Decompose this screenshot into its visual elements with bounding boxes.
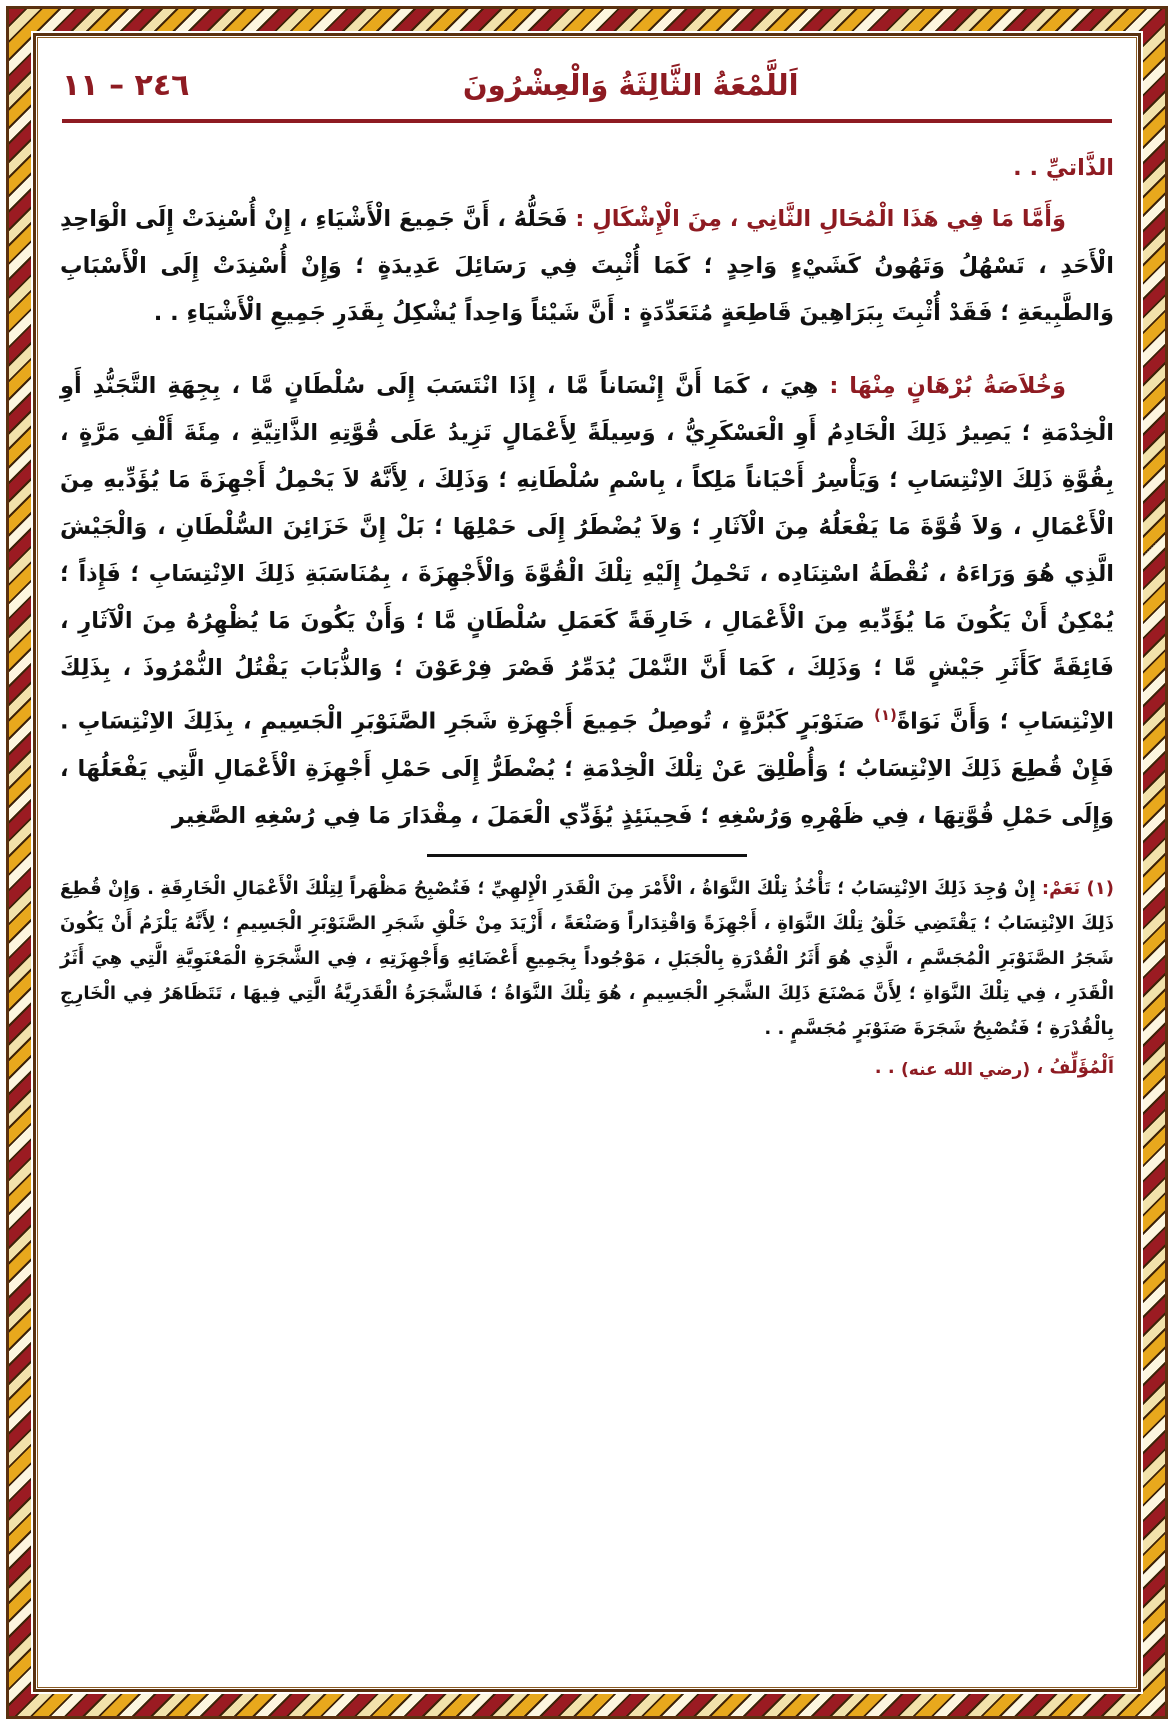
footnote-lead-word: نَعَمْ: <box>1041 877 1081 899</box>
footnote-reference-marker[interactable]: (١) <box>874 706 897 724</box>
paragraph-2-text-b: صَنَوْبَرٍ كَبُرَّةٍ ، تُوصِلُ جَمِيعَ أَجْهِزَةِ شَجَرِ الصَّنَوْبَرِ الْجَسِيمِ ، بِذَلِكَ الاِنْتِسَابِ . فَإِنْ قُطِعَ ذَلِكَ الاِنْتِسَابُ ؛ وَأُطْلِقَ عَنْ تِلْكَ الْخِدْمَةِ ؛ يُضْطَرُّ إِلَى حَمْلِ أَجْهِزَةِ الْأَعْمَالِ الَّتِي يَفْعَلُهَا ، وَإِلَى حَمْلِ قُوَّتِهَا ، فِي ظَهْرِهِ وَرُسْغِهِ ؛ فَحِينَئِذٍ يُؤَدِّي الْعَمَلَ ، مِقْدَارَ مَا فِي رُسْغِهِ الصَّغِير <box>60 708 1114 829</box>
page-content <box>52 50 1122 1675</box>
main-body-text <box>52 145 1122 840</box>
continued-line: الذَّاتيِّ . . <box>1013 155 1114 181</box>
footnote-paragraph <box>60 871 1114 1046</box>
paragraph-1-text: فَحَلُّهُ ، أَنَّ جَمِيعَ الْأَشْيَاءِ ، إِنْ أُسْنِدَتْ إِلَى الْوَاحِدِ الْأَحَدِ ، تَسْهُلُ وَتَهُونُ كَشَيْءٍ وَاحِدٍ ؛ كَمَا أُثْبِتَ فِي رَسَائِلَ عَدِيدَةٍ ؛ وَإِنْ أُسْنِدَتْ إِلَى الْأَسْبَابِ وَالطَّبِيعَةِ ؛ فَقَدْ أُثْبِتَ بِبَرَاهِينَ قَاطِعَةٍ مُتَعَدِّدَةٍ : أَنَّ شَيْئاً وَاحِداً يُشْكِلُ بِقَدَرِ جَمِيعِ الْأَشْيَاءِ . . <box>60 206 1114 326</box>
header-divider-rule <box>62 119 1112 123</box>
paragraph-2 <box>60 363 1114 840</box>
signature-author: اَلْمُؤَلِّفُ ، <box>1036 1056 1114 1078</box>
paragraph-1-highlight: وَأَمَّا مَا فِي هَذَا الْمُحَالِ الثَّانِي ، مِنَ الْإِشْكَالِ : <box>575 206 1067 232</box>
footnote-block <box>52 871 1122 1086</box>
page-number: ٢٤٦ – ١١ <box>62 68 190 103</box>
footnote-text: إِنْ وُجِدَ ذَلِكَ الاِنْتِسَابُ ؛ تَأْخُذُ تِلْكَ النَّوَاةُ ، الْأَمْرَ مِنَ الْقَدَرِ الْإِلهِيِّ ؛ فَتُصْبِحُ مَظْهَراً لِتِلْكَ الْأَعْمَالِ الْخَارِقَةِ . وَإِنْ قُطِعَ ذَلِكَ الاِنْتِسَابُ ؛ يَقْتَضِي خَلْقُ تِلْكَ النَّوَاةِ ، أَجْهِزَةً وَاقْتِدَاراً وَصَنْعَةً ، أَزْيَدَ مِنْ خَلْقِ شَجَرِ الصَّنَوْبَرِ الْجَسِيمِ ؛ لِأَنَّهُ يَلْزَمُ أَنْ يَكُونَ شَجَرُ الصَّنَوْبَرِ الْمُجَسَّمِ ، الَّذِي هُوَ أَثَرُ الْقُدْرَةِ بِالْجَبَلِ ، مَوْجُوداً بِجَمِيعِ أَعْضَائِهِ وَأَجْهِزَتِهِ ، فِي الشَّجَرَةِ الْمَعْنَوِيَّةِ الَّتِي هِيَ أَثَرُ الْقَدَرِ ، فِي تِلْكَ النَّوَاةِ ؛ لِأَنَّ مَصْنَعَ ذَلِكَ الشَّجَرِ الْجَسِيمِ ، هُوَ تِلْكَ النَّوَاةُ ؛ فَالشَّجَرَةُ الْقَدَرِيَّةُ الَّتِي فِيهَا ، تَتَظَاهَرُ فِي الْخَارِجِ بِالْقُدْرَةِ ؛ فَتُصْبِحُ شَجَرَةَ صَنَوْبَرٍ مُجَسَّمٍ . . <box>60 877 1114 1039</box>
paragraph-1 <box>60 196 1114 337</box>
footnote-marker: (١) <box>1086 877 1114 899</box>
paragraph-2-highlight: وَخُلاَصَةُ بُرْهَانٍ مِنْهَا : <box>829 373 1066 399</box>
page-header <box>52 50 1122 103</box>
footnote-signature <box>60 1050 1114 1086</box>
paragraph-2-text-a: هِيَ ، كَمَا أَنَّ إِنْسَاناً مَّا ، إِذَا انْتَسَبَ إِلَى سُلْطَانٍ مَّا ، بِجِهَةِ التَّجَنُّدِ أَوِ الْخِدْمَةِ ؛ يَصِيرُ ذَلِكَ الْخَادِمُ أَوِ الْعَسْكَرِيُّ ، وَسِيلَةً لِأَعْمَالٍ تَزِيدُ عَلَى قُوَّتِهِ الذَّاتِيَّةِ ، مِئَةَ أَلْفِ مَرَّةٍ ، بِقُوَّةِ ذَلِكَ الاِنْتِسَابِ ؛ وَيَأْسِرُ أَحْيَاناً مَلِكاً ، بِاسْمِ سُلْطَانِهِ ؛ وَذَلِكَ ، لِأَنَّهُ لاَ يَحْمِلُ أَجْهِزَةَ مَا يُؤَدِّيهِ مِنَ الْأَعْمَالِ ، وَلاَ قُوَّةَ مَا يَفْعَلُهُ مِنَ الْآثَارِ ؛ وَلاَ يُضْطَرُ إِلَى حَمْلِهَا ؛ بَلْ إِنَّ خَزَائِنَ السُّلْطَانِ ، وَالْجَيْشَ الَّذِي هُوَ وَرَاءَهُ ، نُقْطَةُ اسْتِنَادِه ، تَحْمِلُ إِلَيْهِ تِلْكَ الْقُوَّةَ وَالْأَجْهِزَةَ ، بِمُنَاسَبَةِ ذَلِكَ الاِنْتِسَابِ ؛ فَإِذاً ؛ يُمْكِنُ أَنْ يَكُونَ مَا يُؤَدِّيهِ مِنَ الْأَعْمَالِ ، خَارِقَةً كَعَمَلِ سُلْطَانٍ مَّا ؛ وَأَنْ يَكُونَ مَا يُظْهِرُهُ مِنَ الْآثَارِ ، فَائِقَةً كَأَثَرِ جَيْشٍ مَّا ؛ وَذَلِكَ ، كَمَا أَنَّ النَّمْلَ يُدَمِّرُ قَصْرَ فِرْعَوْنَ ؛ وَالذُّبَابَ يَقْتُلُ النُّمْرُوذَ ، بِذَلِكَ الاِنْتِسَابِ ؛ وَأَنَّ نَوَاةً <box>60 373 1114 735</box>
signature-tail: . . <box>874 1056 895 1078</box>
chapter-title: اَللَّمْعَةُ الثَّالِثَةُ وَالْعِشْرُونَ <box>462 68 799 102</box>
footnote-divider-rule <box>427 854 747 857</box>
honorific-ornament-icon: (رضي الله عنه) <box>901 1059 1031 1080</box>
